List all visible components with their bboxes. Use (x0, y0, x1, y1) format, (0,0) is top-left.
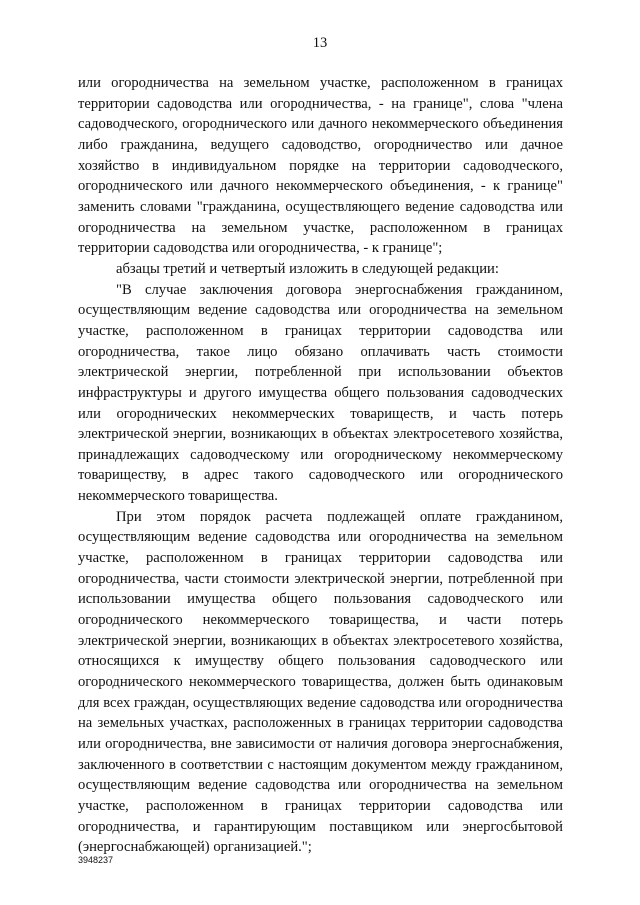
paragraph-amendment-instruction: абзацы третий и четвертый изложить в следующей редакции: (116, 260, 499, 277)
page-number: 13 (312, 35, 328, 51)
document-code: 3948237 (78, 855, 114, 865)
paragraph-continuation: или огородничества на земельном участке, расположенном в границах территории садоводства или огородничества, - на границе", слова "члена садоводческого, огороднического или дачного некоммерческого объединения либо гражданина, ведущего садоводство, огородничество или дачное хозяйство в индивидуальном порядке на территории садоводческого, огороднического или дачного некоммерческого объединения, - к границе" заменить словами "гражданина, осуществляющего ведение садоводства или огородничества на земельном участке, расположенном в границах территории садоводства или огородничества, - к границе"; (78, 75, 563, 257)
paragraph-calculation-procedure: При этом порядок расчета подлежащей оплате гражданином, осуществляющим ведение садоводства или огородничества на земельном участке, расположенном в границах территории садоводства или огородничества, части стоимости электрической энергии, потребленной при использовании имущества общего пользования садоводческого или огороднического некоммерческого товарищества, и части потерь электрической энергии, возникающих в объектах электросетевого хозяйства, относящихся к имуществу общего пользования садоводческого или огороднического некоммерческого товарищества, должен быть одинаковым для всех граждан, осуществляющих ведение садоводства или огородничества на земельных участках, расположенных в границах территории садоводства или огородничества, вне зависимости от наличия договора энергоснабжения, заключенного в соответствии с настоящим документом между гражданином, осуществляющим ведение садоводства или огородничества на земельном участке, расположенном в границах территории садоводства или огородничества, и гарантирующим поставщиком или энергосбытовой (энергоснабжающей) организацией."; (78, 508, 563, 856)
paragraph-energy-contract: "В случае заключения договора энергоснабжения гражданином, осуществляющим ведение садоводства или огородничества на земельном участке, расположенном в границах территории садоводства или огородничества, такое лицо обязано оплачивать часть стоимости электрической энергии, потребленной при использовании объектов инфраструктуры и другого имущества общего пользования садоводческих или огороднических некоммерческих товариществ, и часть потерь электрической энергии, возникающих в объектах электросетевого хозяйства, принадлежащих садоводческому или огородническому некоммерческому товариществу, в адрес такого садоводческого или огороднического некоммерческого товарищества. (78, 281, 563, 505)
document-body (78, 73, 563, 858)
